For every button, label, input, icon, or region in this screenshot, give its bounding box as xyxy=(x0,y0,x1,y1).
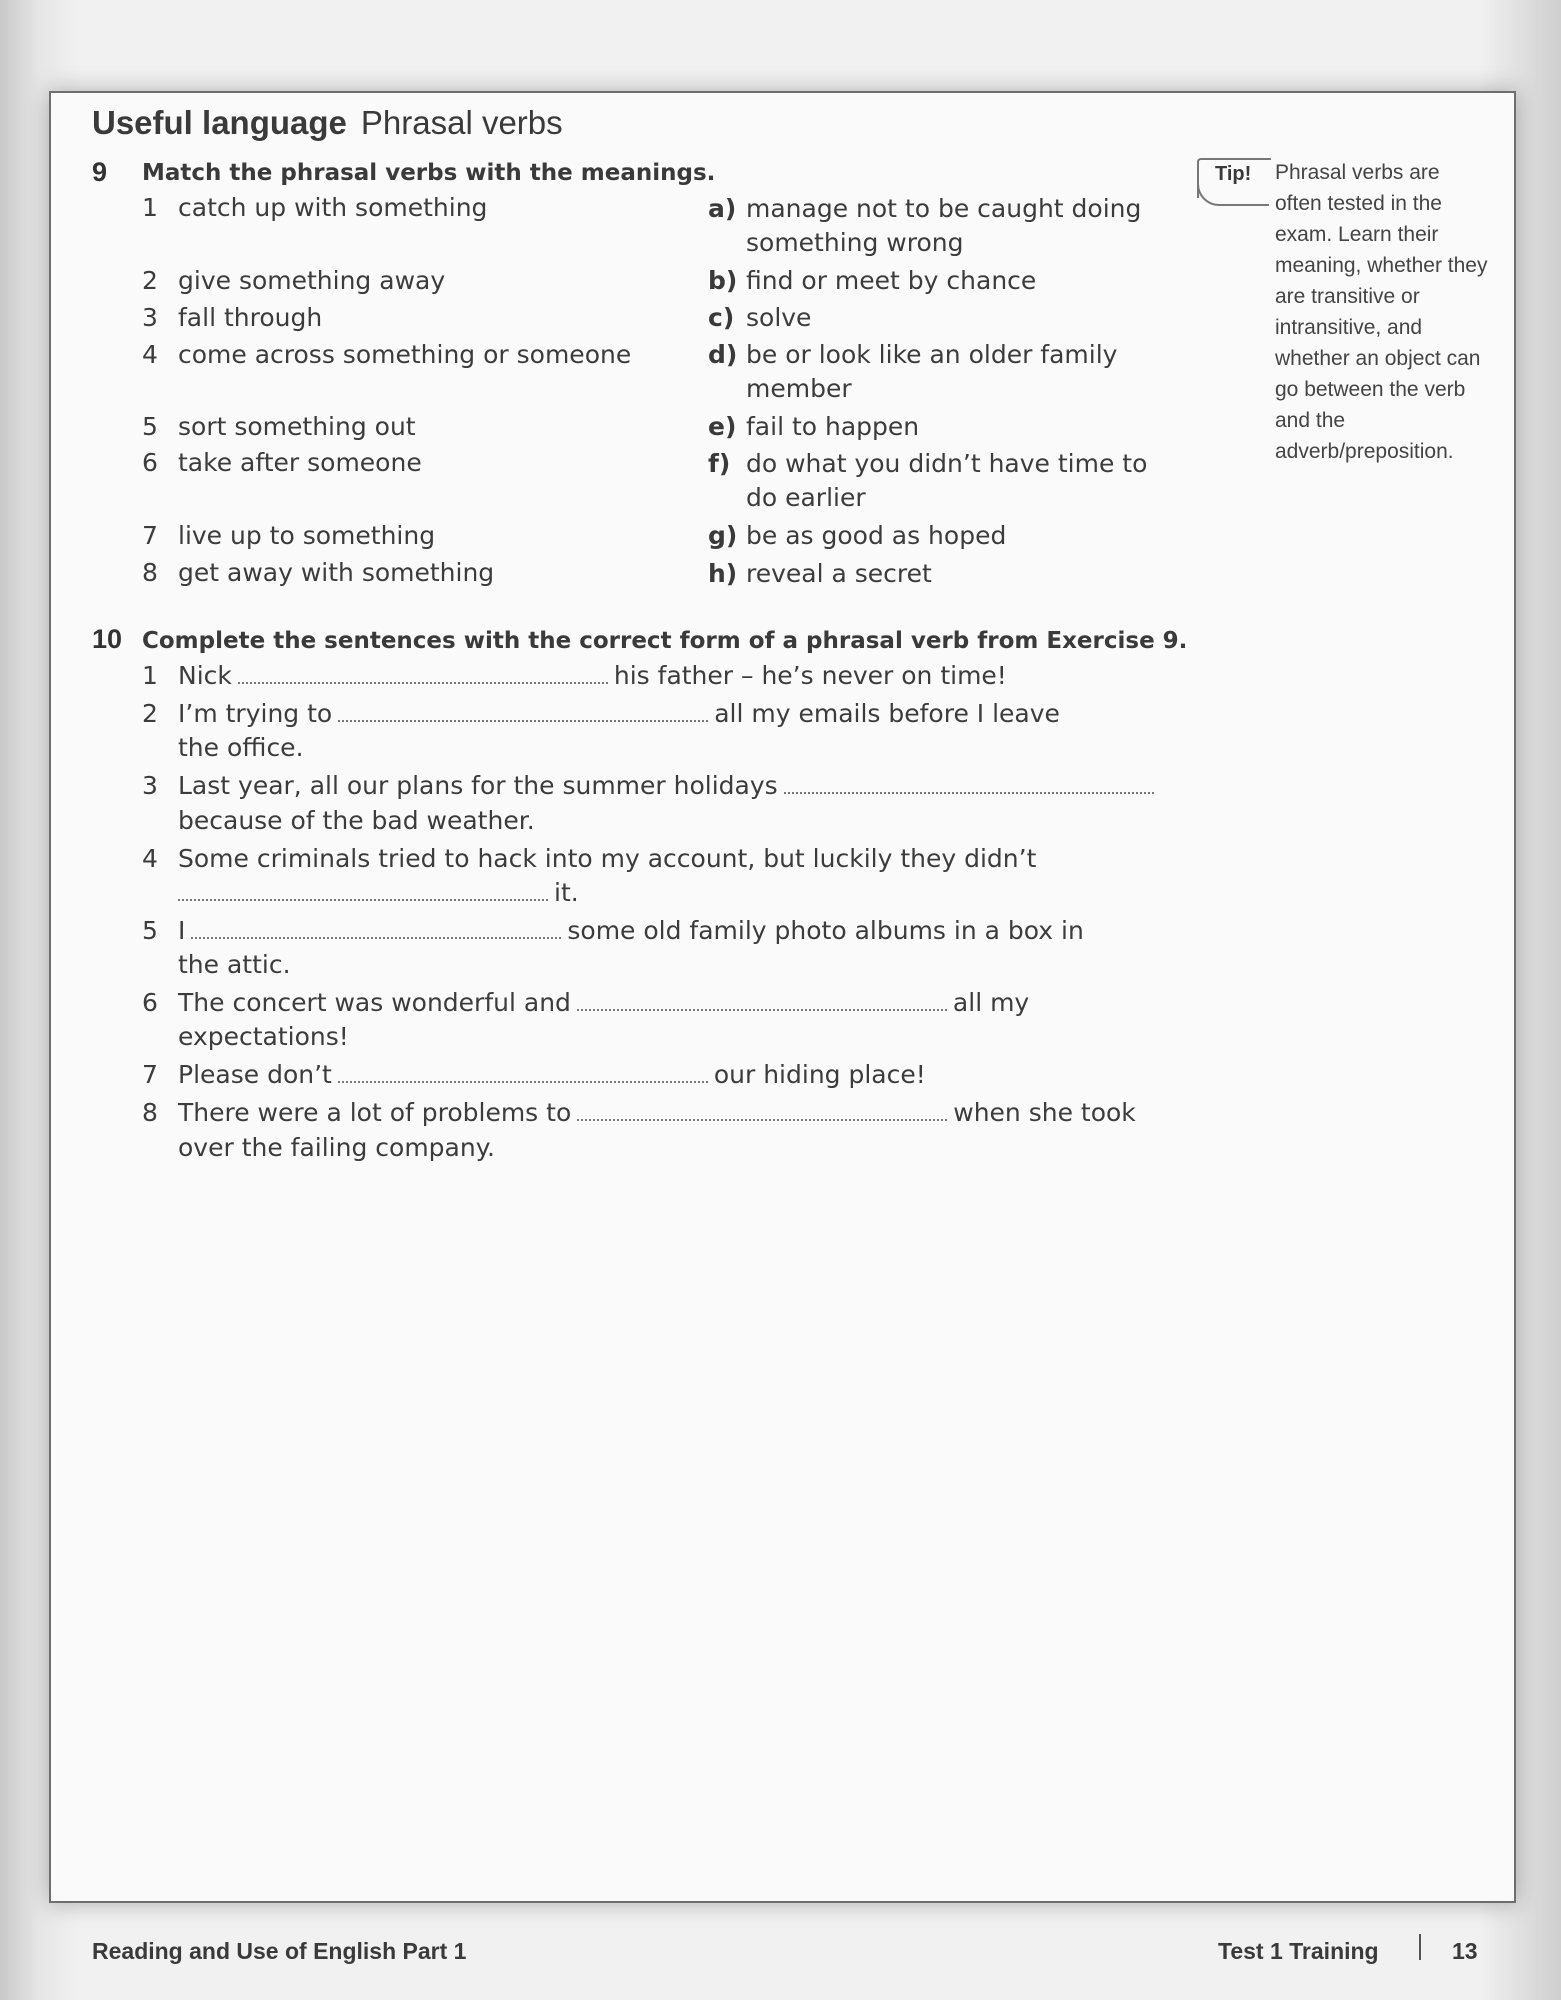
answer-blank[interactable] xyxy=(784,788,1154,794)
answer-blank[interactable] xyxy=(338,1077,708,1083)
footer-section-label: Reading and Use of English Part 1 xyxy=(92,1938,467,1964)
answer-blank[interactable] xyxy=(577,1005,947,1011)
answer-blank[interactable] xyxy=(238,678,608,684)
sentence-continuation: it. xyxy=(178,876,579,910)
sentence-continuation: over the failing company. xyxy=(178,1133,495,1162)
sentence-continuation: expectations! xyxy=(178,1022,349,1051)
tip-label: Tip! xyxy=(1215,163,1252,185)
answer-blank[interactable] xyxy=(338,716,708,722)
answer-blank[interactable] xyxy=(191,933,561,939)
tip-text: Phrasal verbs are often tested in the exam. Learn their meaning, whether they are transitive or intransitive, and whether an object can go between the verb and the adverb/preposition. xyxy=(1275,161,1488,463)
page-number: 13 xyxy=(1452,1938,1478,1964)
section-title xyxy=(92,104,563,142)
answer-blank[interactable] xyxy=(577,1115,947,1121)
exercise-9-instruction: Match the phrasal verbs with the meanings. xyxy=(142,160,716,186)
sentence-continuation: because of the bad weather. xyxy=(178,806,535,835)
sentence-continuation: the office. xyxy=(178,733,304,762)
section-title-bold: Useful language xyxy=(92,104,347,141)
answer-blank[interactable] xyxy=(178,895,548,901)
section-title-rest: Phrasal verbs xyxy=(360,104,563,141)
exercise-9-number: 9 xyxy=(92,157,108,187)
footer-test-label: Test 1 Training xyxy=(1218,1938,1379,1964)
footer-separator xyxy=(1419,1934,1421,1960)
sentence-continuation: the attic. xyxy=(178,950,291,979)
exercise-10-instruction: Complete the sentences with the correct form of a phrasal verb from Exercise 9. xyxy=(142,628,1188,654)
exercise-10-number: 10 xyxy=(92,624,123,654)
